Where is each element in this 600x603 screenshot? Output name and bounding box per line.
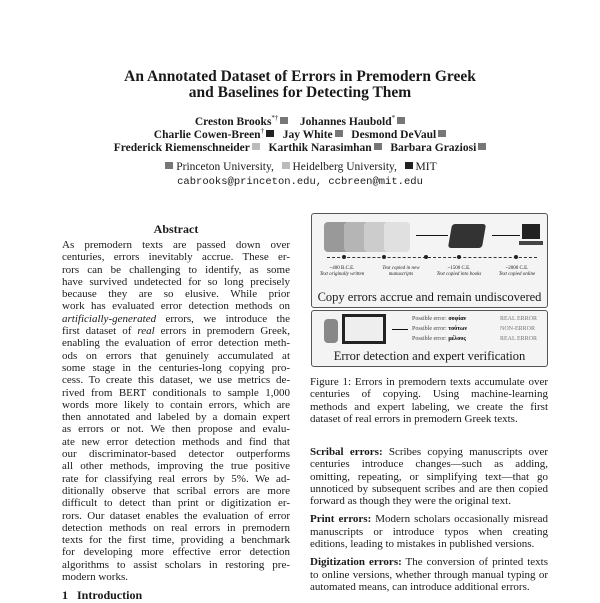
- author: Desmond DeVaul: [351, 129, 437, 141]
- abstract-body: [62, 239, 290, 583]
- timeline-dot: [342, 255, 346, 259]
- error-row: [412, 325, 536, 333]
- abstract-line: all other methods, improving the true positive: [62, 460, 290, 473]
- computer-icon: [522, 224, 540, 239]
- section-number: 1: [62, 588, 68, 602]
- abstract-line: our discriminator-based detector outperforms: [62, 448, 290, 461]
- abstract-line: as errors or not. We then propose and evalu-: [62, 423, 290, 436]
- tick-desc: Text copied into books: [436, 272, 482, 277]
- abstract-line: detection methods on real errors in premodern: [62, 521, 290, 534]
- abstract-line: enabling the evaluation of error detection meth-: [62, 337, 290, 350]
- abstract-line: ditionally observe that scribal errors are more: [62, 484, 290, 497]
- section-heading-introduction: [62, 588, 142, 603]
- error-types: [310, 446, 548, 599]
- error-tag: NON-ERROR: [500, 326, 536, 332]
- para-head: Scribal errors:: [310, 446, 383, 458]
- abstract-segment: artificially-generated: [62, 312, 157, 325]
- abstract-line: difficult to detect than print or digitization er-: [62, 497, 290, 510]
- arrow-icon: [492, 235, 520, 236]
- timeline-tick: [490, 266, 544, 278]
- abstract-line: algorithms to assist scholars in restoring pre-: [62, 558, 290, 571]
- abstract-segment: first dataset of: [62, 325, 138, 338]
- error-label: Possible error:: [412, 316, 447, 322]
- abstract-line: rors. Our dataset enables the evaluation of error: [62, 509, 290, 522]
- panel-label: Copy errors accrue and remain undiscovered: [312, 290, 547, 305]
- title-line: and Baselines for Detecting Them: [188, 84, 412, 101]
- abstract-line: ate new error detection methods and find that: [62, 435, 290, 448]
- paragraph: [310, 556, 548, 593]
- book-icon: [448, 224, 486, 248]
- abstract-line: then annotated and labeled by a domain expert: [62, 411, 290, 424]
- para-text: The conversion of printed texts to online versions, whether through manual typing or automated means, can introduce additional errors.: [310, 556, 548, 593]
- abstract-line: rived from BERT conditionals to sample 1,000: [62, 386, 290, 399]
- para-text: Modern scholars occasionally misread manuscripts or introduce typos when creating editions, leading to mistakes in published versions.: [310, 513, 549, 551]
- princeton-icon: [335, 130, 343, 137]
- tick-desc: Text originally written: [319, 272, 365, 277]
- abstract-line: have survived undetected for so long precisely: [62, 275, 290, 288]
- abstract-line: cess. To create this dataset, we use metrics de-: [62, 374, 290, 387]
- abstract-line: [62, 313, 290, 325]
- timeline-dot: [457, 255, 461, 259]
- mit-icon: [405, 162, 413, 169]
- abstract-line: ods on errors that genuinely accumulated at: [62, 349, 290, 362]
- abstract-line: texts for the first time, providing a benchmark: [62, 534, 290, 547]
- timeline: [327, 257, 537, 258]
- author-list: [0, 116, 600, 155]
- princeton-icon: [280, 117, 288, 124]
- affiliation: MIT: [415, 161, 437, 173]
- princeton-icon: [478, 143, 486, 150]
- tick-date: ~400 B.C.E.: [329, 266, 355, 271]
- affiliations: [0, 160, 600, 190]
- mit-icon: [266, 130, 274, 137]
- abstract-line: rors can be challenging to identify, as some: [62, 263, 290, 276]
- heidelberg-icon: [282, 162, 290, 169]
- figure-1: [311, 213, 548, 367]
- error-label: Possible error:: [412, 326, 447, 332]
- abstract-segment: real: [137, 325, 155, 338]
- robot-icon: [324, 319, 338, 343]
- abstract-segment: errors, we introduce the: [156, 312, 290, 325]
- error-word: τούτων: [448, 326, 468, 332]
- panel-label: Error detection and expert verification: [312, 349, 547, 364]
- affiliation: Heidelberg University,: [292, 161, 397, 173]
- abstract-segment: errors in premodern Greek,: [154, 325, 290, 338]
- author: Barbara Graziosi: [390, 142, 477, 154]
- author: Creston Brooks: [194, 116, 272, 128]
- abstract-heading: Abstract: [153, 222, 199, 236]
- tick-desc: Text copied in new manuscripts: [382, 266, 420, 277]
- heidelberg-icon: [252, 143, 260, 150]
- princeton-icon: [374, 143, 382, 150]
- abstract-line: modern works.: [62, 571, 128, 584]
- monitor-icon: [342, 314, 386, 344]
- timeline-dot: [514, 255, 518, 259]
- tick-desc: Text copied online: [498, 272, 536, 277]
- princeton-icon: [397, 117, 405, 124]
- error-tag: REAL ERROR: [500, 336, 537, 342]
- timeline-dot: [424, 255, 428, 259]
- para-head: Digitization errors:: [310, 556, 402, 569]
- author-mark: †: [260, 127, 265, 136]
- abstract-line: for developing more effective error detection: [62, 546, 290, 559]
- copy-errors-panel: [311, 213, 548, 308]
- arrow-icon: [416, 235, 448, 236]
- error-label: Possible error:: [412, 336, 447, 342]
- tick-date: ~1500 C.E.: [447, 266, 471, 271]
- figure-caption: Figure 1: Errors in premodern texts accumulate over centuries of copying. Using machine-learning methods and expert labeling, we create the first dataset of real errors in premodern Greek texts.: [310, 376, 548, 425]
- author: Frederick Riemenschneider: [113, 142, 250, 154]
- arrow-icon: [392, 329, 408, 330]
- author-mark: *: [391, 114, 396, 123]
- error-tag: REAL ERROR: [500, 316, 537, 322]
- emails: cabrooks@princeton.edu, ccbreen@mit.edu: [177, 176, 423, 188]
- abstract-line: [62, 325, 290, 337]
- error-row: [412, 315, 537, 323]
- error-detection-panel: [311, 310, 548, 367]
- timeline-tick: [315, 266, 369, 278]
- abstract-line: work has evaluated error detection methods on: [62, 300, 290, 313]
- abstract-line: centuries, errors inevitably accrue. These er-: [62, 251, 290, 264]
- author: Johannes Haubold: [299, 116, 392, 128]
- timeline-tick: [432, 266, 486, 278]
- manuscript-icon: [384, 222, 410, 252]
- paper-title: [0, 69, 600, 101]
- author: Karthik Narasimhan: [268, 142, 372, 154]
- section-title: Introduction: [77, 588, 143, 602]
- para-text: Scribes copying manuscripts over centuries introduce changes—such as adding, omitting, repeating, or simplifying text—that go unnoticed by subsequent scribes and are then copied forward as though they were the original text.: [310, 446, 548, 508]
- keyboard-icon: [519, 241, 543, 245]
- para-head: Print errors:: [310, 513, 372, 526]
- tick-date: ~2000 C.E.: [505, 266, 529, 271]
- abstract-line: some stage in the centuries-long copying pro-: [62, 361, 290, 374]
- timeline-dot: [382, 255, 386, 259]
- affiliation: Princeton University,: [176, 161, 274, 173]
- error-word: σοφίαν: [448, 316, 467, 322]
- error-word: μέλους: [448, 336, 466, 342]
- princeton-icon: [438, 130, 446, 137]
- paragraph: [310, 513, 548, 550]
- princeton-icon: [165, 162, 173, 169]
- paragraph: [310, 446, 548, 507]
- author-mark: *†: [271, 114, 279, 123]
- error-row: [412, 335, 537, 343]
- timeline-tick: [374, 266, 428, 278]
- title-line: An Annotated Dataset of Errors in Premodern Greek: [124, 68, 476, 85]
- abstract-line: As premodern texts are passed down over: [62, 239, 290, 251]
- author: Jay White: [282, 129, 333, 141]
- abstract-line: words more likely to contain errors, which are: [62, 398, 290, 411]
- author: Charlie Cowen-Breen: [153, 129, 261, 141]
- abstract-line: because they are so elusive. While prior: [62, 288, 290, 301]
- abstract-line: rate for classifying real errors by 5%. We ad-: [62, 472, 290, 485]
